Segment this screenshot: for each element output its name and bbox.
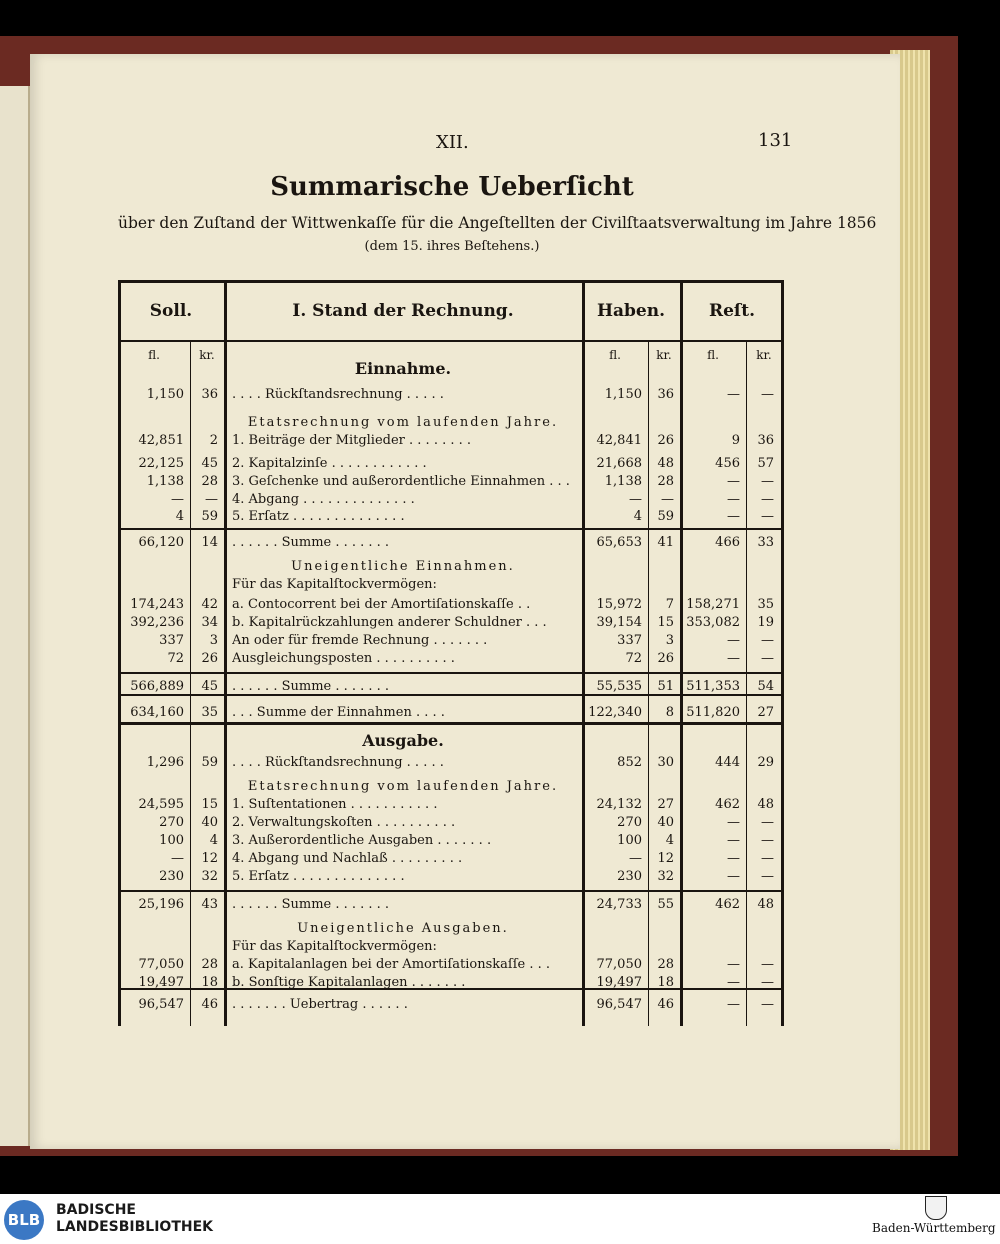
- cell-haben-fl: —: [629, 492, 642, 507]
- row-label: a. Kapitalanlagen bei der Amortiſationskaſſe . . .: [232, 957, 550, 972]
- table-top-rule: [118, 280, 784, 283]
- row-label: 3. Geſchenke und außerordentliche Einnahmen . . .: [232, 474, 570, 489]
- cell-haben-kr: 59: [657, 509, 674, 524]
- row-label: . . . . . . Summe . . . . . . .: [232, 679, 390, 694]
- cell-rest-fl: 511,820: [686, 705, 740, 720]
- cell-haben-kr: 41: [657, 535, 674, 550]
- cell-haben-kr: 18: [657, 975, 674, 990]
- cell-soll-kr: 43: [201, 897, 218, 912]
- cell-soll-kr: 45: [201, 456, 218, 471]
- cell-soll-kr: 59: [201, 755, 218, 770]
- cell-soll-kr: 59: [201, 509, 218, 524]
- cell-rest-fl: 158,271: [686, 597, 740, 612]
- cell-rest-kr: —: [761, 975, 774, 990]
- cell-soll-kr: 34: [201, 615, 218, 630]
- cell-soll-fl: 24,595: [138, 797, 184, 812]
- sum-rule: [118, 528, 784, 530]
- cell-rest-kr: 29: [757, 755, 774, 770]
- col-stand: I. Stand der Rechnung.: [292, 301, 514, 321]
- unit-soll-fl: fl.: [148, 348, 160, 362]
- row-label: 5. Erſatz . . . . . . . . . . . . . .: [232, 869, 405, 884]
- state-name: Baden-Württemberg: [872, 1221, 996, 1235]
- cell-haben-kr: —: [661, 492, 674, 507]
- cell-haben-kr: 40: [657, 815, 674, 830]
- cell-haben-fl: 122,340: [588, 705, 642, 720]
- cell-haben-fl: 65,653: [596, 535, 642, 550]
- cell-rest-kr: —: [761, 997, 774, 1012]
- cell-haben-fl: 230: [617, 869, 642, 884]
- cell-soll-fl: 4: [175, 509, 184, 524]
- cell-soll-fl: 270: [159, 815, 184, 830]
- cell-soll-kr: 32: [201, 869, 218, 884]
- cell-soll-fl: 1,296: [146, 755, 184, 770]
- page-title: Summarische Ueberſicht: [270, 172, 634, 202]
- row-label: . . . . . . Summe . . . . . . .: [232, 897, 390, 912]
- row-label: b. Kapitalrückzahlungen anderer Schuldner . . .: [232, 615, 547, 630]
- cell-rest-kr: —: [761, 651, 774, 666]
- cell-rest-fl: 353,082: [686, 615, 740, 630]
- row-label: b. Sonſtige Kapitalanlagen . . . . . . .: [232, 975, 466, 990]
- cell-haben-fl: 4: [633, 509, 642, 524]
- cell-haben-kr: 3: [665, 633, 674, 648]
- cell-soll-kr: 28: [201, 474, 218, 489]
- cell-soll-kr: —: [205, 492, 218, 507]
- row-label: . . . . . . . Uebertrag . . . . . .: [232, 997, 408, 1012]
- row-label: 1. Suſtentationen . . . . . . . . . . .: [232, 797, 438, 812]
- cell-rest-kr: —: [761, 851, 774, 866]
- sum-rule: [118, 722, 784, 725]
- sum-rule: [118, 672, 784, 674]
- cell-soll-fl: 1,150: [146, 387, 184, 402]
- cell-haben-fl: 270: [617, 815, 642, 830]
- cell-rest-fl: 511,353: [686, 679, 740, 694]
- row-label: Für das Kapitalſtockvermögen:: [232, 577, 437, 592]
- row-label: An oder für fremde Rechnung . . . . . . .: [232, 633, 488, 648]
- cell-rest-kr: 48: [757, 897, 774, 912]
- library-name: [56, 1202, 213, 1236]
- cell-rest-fl: —: [727, 851, 740, 866]
- cell-soll-fl: 337: [159, 633, 184, 648]
- blb-logo-icon: BLB: [4, 1200, 44, 1240]
- cell-soll-kr: 36: [201, 387, 218, 402]
- cell-rest-kr: 35: [757, 597, 774, 612]
- row-label: a. Contocorrent bei der Amortiſationskaſſe . .: [232, 597, 531, 612]
- cell-haben-kr: 8: [665, 705, 674, 720]
- cell-rest-kr: 27: [757, 705, 774, 720]
- cell-haben-kr: 32: [657, 869, 674, 884]
- cell-rest-fl: —: [727, 869, 740, 884]
- cell-haben-kr: 12: [657, 851, 674, 866]
- soll-label-rule: [224, 280, 227, 1026]
- cell-soll-kr: 35: [201, 705, 218, 720]
- cell-soll-fl: 100: [159, 833, 184, 848]
- cell-rest-fl: —: [727, 509, 740, 524]
- cell-rest-fl: 9: [731, 433, 740, 448]
- cell-haben-fl: 852: [617, 755, 642, 770]
- sum-rule: [118, 890, 784, 892]
- cell-soll-kr: 40: [201, 815, 218, 830]
- row-label: . . . Summe der Einnahmen . . . .: [232, 705, 445, 720]
- page-subtitle: über den Zuſtand der Wittwenkaſſe für die Angeſtellten der Civilſtaatsverwaltung im Jahre 1856: [118, 214, 877, 232]
- cell-haben-fl: 24,733: [596, 897, 642, 912]
- row-label: . . . . Rückſtandsrechnung . . . . .: [232, 387, 444, 402]
- col-rest: Reſt.: [708, 301, 756, 321]
- cell-rest-kr: —: [761, 633, 774, 648]
- unit-rest-fl: fl.: [707, 348, 719, 362]
- cell-rest-fl: 462: [715, 897, 740, 912]
- cell-haben-kr: 28: [657, 474, 674, 489]
- table-right-rule: [781, 280, 784, 1026]
- cell-haben-fl: 42,841: [596, 433, 642, 448]
- cell-soll-kr: 28: [201, 957, 218, 972]
- cell-rest-fl: 462: [715, 797, 740, 812]
- row-label: 3. Außerordentliche Ausgaben . . . . . . .: [232, 833, 492, 848]
- cell-soll-fl: 72: [167, 651, 184, 666]
- cell-haben-kr: 48: [657, 456, 674, 471]
- cell-haben-fl: 1,138: [604, 474, 642, 489]
- cell-haben-fl: 15,972: [596, 597, 642, 612]
- cell-rest-fl: 456: [715, 456, 740, 471]
- cell-soll-kr: 12: [201, 851, 218, 866]
- cell-soll-fl: 77,050: [138, 957, 184, 972]
- page-number: 131: [758, 130, 793, 151]
- row-label: 5. Erſatz . . . . . . . . . . . . . .: [232, 509, 405, 524]
- cell-soll-kr: 42: [201, 597, 218, 612]
- cell-rest-kr: —: [761, 833, 774, 848]
- row-label: 1. Beiträge der Mitglieder . . . . . . . .: [232, 433, 472, 448]
- cell-soll-kr: 14: [201, 535, 218, 550]
- cell-rest-fl: —: [727, 957, 740, 972]
- cell-haben-kr: 46: [657, 997, 674, 1012]
- cell-rest-kr: 54: [757, 679, 774, 694]
- cell-haben-kr: 55: [657, 897, 674, 912]
- cell-rest-fl: —: [727, 997, 740, 1012]
- cell-soll-fl: 19,497: [138, 975, 184, 990]
- unit-haben-fl: fl.: [609, 348, 621, 362]
- unit-rest-kr: kr.: [756, 348, 772, 362]
- cell-haben-fl: 337: [617, 633, 642, 648]
- cell-soll-fl: —: [171, 492, 184, 507]
- cell-rest-kr: 36: [757, 433, 774, 448]
- cell-haben-fl: 100: [617, 833, 642, 848]
- cell-rest-fl: —: [727, 815, 740, 830]
- cell-haben-fl: 55,535: [596, 679, 642, 694]
- library-name-line2: LANDESBIBLIOTHEK: [56, 1219, 214, 1235]
- page-subtitle-note: (dem 15. ihres Beſtehens.): [364, 239, 540, 254]
- cell-rest-kr: 19: [757, 615, 774, 630]
- cell-rest-kr: —: [761, 957, 774, 972]
- row-label: Für das Kapitalſtockvermögen:: [232, 939, 437, 954]
- cell-haben-kr: 51: [657, 679, 674, 694]
- row-label: Uneigentliche Ausgaben.: [297, 921, 509, 936]
- cell-rest-kr: 48: [757, 797, 774, 812]
- section-number: XII.: [436, 132, 469, 153]
- cell-soll-kr: 3: [209, 633, 218, 648]
- row-label: 2. Kapitalzinſe . . . . . . . . . . . .: [232, 456, 427, 471]
- cell-soll-kr: 2: [209, 433, 218, 448]
- cell-haben-kr: 27: [657, 797, 674, 812]
- cell-haben-kr: 4: [665, 833, 674, 848]
- ledger-table: [118, 280, 784, 1026]
- cell-soll-fl: 174,243: [130, 597, 184, 612]
- cell-haben-kr: 36: [657, 387, 674, 402]
- cell-soll-kr: 15: [201, 797, 218, 812]
- cell-rest-kr: —: [761, 509, 774, 524]
- cell-haben-fl: 96,547: [596, 997, 642, 1012]
- cell-haben-fl: 77,050: [596, 957, 642, 972]
- cell-haben-fl: 72: [625, 651, 642, 666]
- cell-soll-fl: 96,547: [138, 997, 184, 1012]
- cell-haben-fl: 1,150: [604, 387, 642, 402]
- cell-haben-fl: 19,497: [596, 975, 642, 990]
- cell-haben-kr: 26: [657, 433, 674, 448]
- cell-rest-kr: —: [761, 869, 774, 884]
- cell-soll-kr: 26: [201, 651, 218, 666]
- cell-rest-fl: 444: [715, 755, 740, 770]
- row-label: 4. Abgang . . . . . . . . . . . . . .: [232, 492, 415, 507]
- cell-haben-kr: 28: [657, 957, 674, 972]
- footer-bar: [0, 1194, 1000, 1244]
- cell-haben-kr: 15: [657, 615, 674, 630]
- cell-rest-kr: 57: [757, 456, 774, 471]
- cell-rest-kr: —: [761, 387, 774, 402]
- row-label: Uneigentliche Einnahmen.: [291, 559, 515, 574]
- cell-haben-fl: 39,154: [596, 615, 642, 630]
- cell-soll-fl: 1,138: [146, 474, 184, 489]
- cell-rest-fl: —: [727, 474, 740, 489]
- cell-haben-fl: 24,132: [596, 797, 642, 812]
- cell-soll-fl: 22,125: [138, 456, 184, 471]
- cell-rest-fl: —: [727, 651, 740, 666]
- cell-rest-kr: 33: [757, 535, 774, 550]
- library-name-line1: BADISCHE: [56, 1202, 136, 1218]
- cell-soll-fl: 566,889: [130, 679, 184, 694]
- cell-haben-kr: 30: [657, 755, 674, 770]
- cell-rest-fl: —: [727, 387, 740, 402]
- cell-rest-fl: —: [727, 833, 740, 848]
- coat-of-arms-icon: [925, 1196, 947, 1220]
- row-label: Etatsrechnung vom laufenden Jahre.: [247, 779, 559, 794]
- row-label: 4. Abgang und Nachlaß . . . . . . . . .: [232, 851, 463, 866]
- cell-soll-fl: 634,160: [130, 705, 184, 720]
- cell-soll-fl: —: [171, 851, 184, 866]
- cell-haben-fl: 21,668: [596, 456, 642, 471]
- cell-soll-kr: 46: [201, 997, 218, 1012]
- section-ausgabe: Ausgabe.: [362, 731, 444, 750]
- cell-rest-fl: —: [727, 492, 740, 507]
- unit-soll-kr: kr.: [199, 348, 215, 362]
- row-label: . . . . Rückſtandsrechnung . . . . .: [232, 755, 444, 770]
- cell-soll-fl: 66,120: [138, 535, 184, 550]
- cell-soll-kr: 45: [201, 679, 218, 694]
- cell-haben-kr: 7: [665, 597, 674, 612]
- cell-soll-fl: 230: [159, 869, 184, 884]
- header-rule: [118, 340, 784, 342]
- row-label: Ausgleichungsposten . . . . . . . . . .: [232, 651, 455, 666]
- row-label: 2. Verwaltungskoſten . . . . . . . . . .: [232, 815, 456, 830]
- cell-rest-kr: —: [761, 492, 774, 507]
- cell-soll-fl: 42,851: [138, 433, 184, 448]
- cell-soll-kr: 18: [201, 975, 218, 990]
- unit-haben-kr: kr.: [656, 348, 672, 362]
- row-label: Etatsrechnung vom laufenden Jahre.: [247, 415, 559, 430]
- col-soll: Soll.: [149, 301, 193, 321]
- cell-haben-kr: 26: [657, 651, 674, 666]
- cell-soll-fl: 25,196: [138, 897, 184, 912]
- cell-rest-kr: —: [761, 474, 774, 489]
- cell-haben-fl: —: [629, 851, 642, 866]
- cell-soll-kr: 4: [209, 833, 218, 848]
- cell-rest-fl: —: [727, 633, 740, 648]
- cell-rest-fl: —: [727, 975, 740, 990]
- cell-rest-fl: 466: [715, 535, 740, 550]
- row-label: . . . . . . Summe . . . . . . .: [232, 535, 390, 550]
- section-einnahme: Einnahme.: [354, 359, 452, 378]
- cell-soll-fl: 392,236: [130, 615, 184, 630]
- cell-rest-kr: —: [761, 815, 774, 830]
- col-haben: Haben.: [596, 301, 666, 321]
